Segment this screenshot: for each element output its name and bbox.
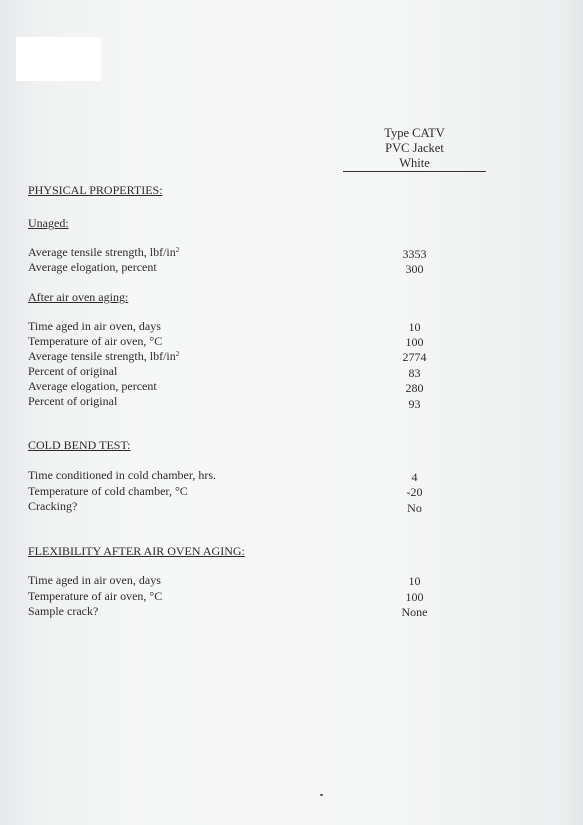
aged-elongation-value: 280	[405, 381, 424, 395]
header-rule	[343, 171, 486, 172]
aged-elongation-label: Average elogation, percent	[28, 379, 157, 393]
aged-percent-original-1-value: 83	[408, 366, 421, 380]
flex-time-value: 10	[408, 574, 421, 588]
flex-sample-crack-label: Sample crack?	[28, 604, 99, 618]
cold-cracking-label: Cracking?	[28, 499, 78, 513]
physical-properties-heading: PHYSICAL PROPERTIES:	[28, 183, 163, 197]
aged-percent-original-2-label: Percent of original	[28, 394, 118, 408]
aged-temp-label: Temperature of air oven, °C	[28, 334, 163, 348]
cold-time-label: Time conditioned in cold chamber, hrs.	[28, 468, 217, 482]
column-header-line2: PVC Jacket	[385, 141, 444, 155]
flex-temp-value: 100	[405, 590, 424, 604]
aged-temp-value: 100	[405, 335, 424, 349]
aged-percent-original-1-label: Percent of original	[28, 364, 118, 378]
cold-time-value: 4	[411, 470, 418, 484]
aged-tensile-label: Average tensile strength, lbf/$in^2$	[28, 349, 180, 363]
scan-speck	[320, 794, 323, 796]
unaged-elongation-value: 300	[405, 262, 424, 276]
unaged-tensile-label: Average tensile strength, lbf/$in^2$	[28, 245, 180, 259]
cold-temp-value: -20	[406, 485, 423, 499]
unaged-elongation-label: Average elogation, percent	[28, 260, 157, 274]
cold-temp-label: Temperature of cold chamber, °C	[28, 484, 188, 498]
unaged-heading: Unaged:	[28, 216, 69, 230]
flex-sample-crack-value: None	[401, 605, 428, 619]
cold-cracking-value: No	[407, 501, 422, 515]
column-header-line1: Type CATV	[384, 126, 445, 140]
flex-temp-label: Temperature of air oven, °C	[28, 589, 163, 603]
column-header-line3: White	[399, 156, 430, 170]
aged-tensile-value: 2774	[402, 350, 427, 364]
unaged-tensile-value: 3353	[402, 247, 427, 261]
redaction-box	[16, 37, 101, 81]
aged-percent-original-2-value: 93	[408, 397, 421, 411]
flexibility-heading: FLEXIBILITY AFTER AIR OVEN AGING:	[28, 544, 245, 558]
aged-time-label: Time aged in air oven, days	[28, 319, 161, 333]
flex-time-label: Time aged in air oven, days	[28, 573, 161, 587]
aged-time-value: 10	[408, 320, 421, 334]
aged-heading: After air oven aging:	[28, 290, 129, 304]
cold-bend-heading: COLD BEND TEST:	[28, 438, 131, 452]
